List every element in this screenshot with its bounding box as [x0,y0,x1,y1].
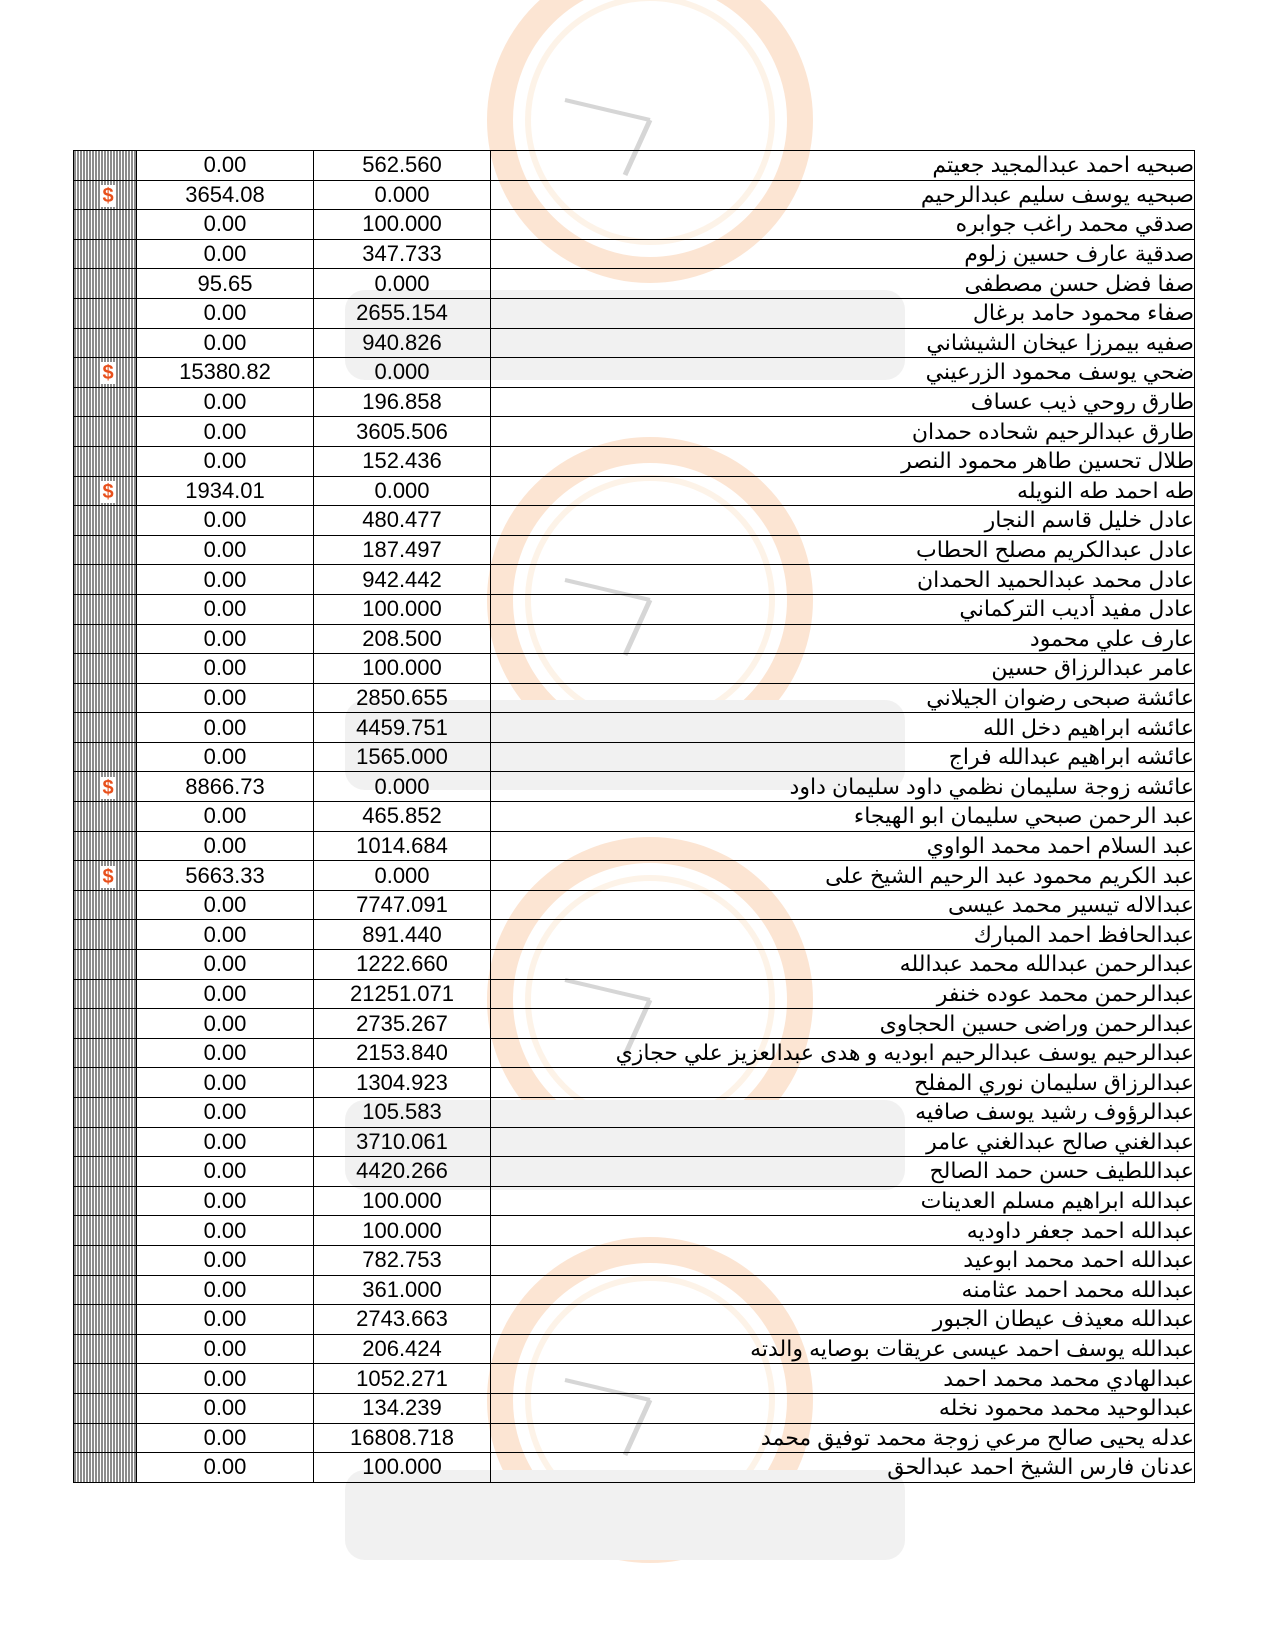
amount-cell: 0.000 [314,476,491,506]
row-marker [74,387,137,417]
row-marker [74,358,137,388]
name-cell: عادل عبدالكريم مصلح الحطاب [491,535,1195,565]
balance-cell: 0.00 [137,1305,314,1335]
table-row [74,713,1195,743]
name-cell: طارق عبدالرحيم شحاده حمدان [491,417,1195,447]
balance-cell: 0.00 [137,535,314,565]
balance-cell: 0.00 [137,950,314,980]
amount-cell: 187.497 [314,535,491,565]
row-marker [74,920,137,950]
row-marker [74,1275,137,1305]
table-row [74,624,1195,654]
row-marker [74,1038,137,1068]
amount-cell: 0.000 [314,180,491,210]
amount-cell: 2735.267 [314,1009,491,1039]
amount-cell: 0.000 [314,269,491,299]
balance-cell: 0.00 [137,1009,314,1039]
amount-cell: 100.000 [314,1216,491,1246]
table-row [74,654,1195,684]
balance-cell: 0.00 [137,742,314,772]
name-cell: عارف علي محمود [491,624,1195,654]
table-row [74,328,1195,358]
name-cell: عبدالرؤوف رشيد يوسف صافيه [491,1098,1195,1128]
amount-cell: 1304.923 [314,1068,491,1098]
amount-cell: 3605.506 [314,417,491,447]
row-marker [74,594,137,624]
amount-cell: 100.000 [314,654,491,684]
balance-cell: 8866.73 [137,772,314,802]
amount-cell: 100.000 [314,210,491,240]
balance-cell: 0.00 [137,890,314,920]
name-cell: عدنان فارس الشيخ احمد عبدالحق [491,1453,1195,1483]
name-cell: طه احمد طه النويله [491,476,1195,506]
name-cell: عامر عبدالرزاق حسين [491,654,1195,684]
balance-cell: 0.00 [137,979,314,1009]
table-row [74,1009,1195,1039]
table-row [74,1216,1195,1246]
balance-cell: 0.00 [137,1245,314,1275]
name-cell: عبدالغني صالح عبدالغني عامر [491,1127,1195,1157]
amount-cell: 0.000 [314,861,491,891]
name-cell: عبدالله معيذف عيطان الجبور [491,1305,1195,1335]
table-row [74,979,1195,1009]
row-marker [74,624,137,654]
amount-cell: 100.000 [314,1186,491,1216]
table-row [74,802,1195,832]
balance-cell: 0.00 [137,654,314,684]
amount-cell: 480.477 [314,506,491,536]
balance-cell: 0.00 [137,1364,314,1394]
dollar-flag-icon: $ [102,184,114,207]
balance-cell: 0.00 [137,594,314,624]
name-cell: عادل خليل قاسم النجار [491,506,1195,536]
name-cell: عادل مفيد أديب التركماني [491,594,1195,624]
table-row [74,742,1195,772]
row-marker [74,298,137,328]
amount-cell: 2850.655 [314,683,491,713]
balance-cell: 0.00 [137,1393,314,1423]
row-marker [74,151,137,181]
amount-cell: 940.826 [314,328,491,358]
name-cell: عبدالرحمن وراضى حسين الحجاوى [491,1009,1195,1039]
balance-cell: 0.00 [137,1157,314,1187]
row-marker [74,1127,137,1157]
table-row [74,1423,1195,1453]
table-row [74,1127,1195,1157]
row-marker [74,831,137,861]
table-row [74,298,1195,328]
balance-cell: 0.00 [137,446,314,476]
amount-cell: 1565.000 [314,742,491,772]
balance-cell: 0.00 [137,831,314,861]
balance-cell: 5663.33 [137,861,314,891]
balance-cell: 0.00 [137,565,314,595]
name-cell: عائشة صبحى رضوان الجيلاني [491,683,1195,713]
name-cell: عبد السلام احمد محمد الواوي [491,831,1195,861]
table-row [74,683,1195,713]
dollar-flag-icon: $ [102,776,114,799]
balance-cell: 3654.08 [137,180,314,210]
name-cell: طارق روحي ذيب عساف [491,387,1195,417]
table-row [74,1098,1195,1128]
balance-cell: 1934.01 [137,476,314,506]
balance-cell: 0.00 [137,506,314,536]
amount-cell: 134.239 [314,1393,491,1423]
dollar-flag-icon: $ [102,362,114,385]
table-row [74,1393,1195,1423]
name-cell: عائشه ابراهيم عبدالله فراج [491,742,1195,772]
balance-cell: 0.00 [137,1275,314,1305]
name-cell: صفاء محمود حامد برغال [491,298,1195,328]
table-row [74,831,1195,861]
table-row [74,210,1195,240]
name-cell: صفيه بيمرزا عيخان الشيشاني [491,328,1195,358]
amount-cell: 7747.091 [314,890,491,920]
amount-cell: 4420.266 [314,1157,491,1187]
amount-cell: 2153.840 [314,1038,491,1068]
balance-cell: 0.00 [137,802,314,832]
balance-cell: 0.00 [137,1038,314,1068]
balance-cell: 0.00 [137,298,314,328]
dollar-flag-icon: $ [102,480,114,503]
amount-cell: 1222.660 [314,950,491,980]
row-marker [74,742,137,772]
row-marker [74,476,137,506]
balance-cell: 0.00 [137,1186,314,1216]
amount-cell: 0.000 [314,358,491,388]
row-marker [74,861,137,891]
row-marker [74,1305,137,1335]
table-row [74,180,1195,210]
amount-cell: 196.858 [314,387,491,417]
name-cell: عبد الكريم محمود عبد الرحيم الشيخ على [491,861,1195,891]
amount-cell: 2655.154 [314,298,491,328]
amount-cell: 105.583 [314,1098,491,1128]
row-marker [74,1157,137,1187]
name-cell: عبدالله احمد محمد ابوعيد [491,1245,1195,1275]
row-marker [74,1364,137,1394]
amount-cell: 465.852 [314,802,491,832]
balance-cell: 0.00 [137,417,314,447]
name-cell: عبدالرزاق سليمان نوري المفلح [491,1068,1195,1098]
table-row [74,1068,1195,1098]
row-marker [74,180,137,210]
name-cell: عبدالحافظ احمد المبارك [491,920,1195,950]
dollar-flag-icon: $ [102,865,114,888]
table-row [74,950,1195,980]
payments-table [73,150,1195,1483]
name-cell: عبدالله محمد احمد عثامنه [491,1275,1195,1305]
balance-cell: 0.00 [137,920,314,950]
table-row [74,1305,1195,1335]
name-cell: صدقية عارف حسين زلوم [491,239,1195,269]
name-cell: عادل محمد عبدالحميد الحمدان [491,565,1195,595]
row-marker [74,772,137,802]
row-marker [74,979,137,1009]
name-cell: عبدالرحمن عبدالله محمد عبدالله [491,950,1195,980]
balance-cell: 0.00 [137,1127,314,1157]
row-marker [74,1423,137,1453]
balance-cell: 0.00 [137,387,314,417]
name-cell: عبدالاله تيسير محمد عيسى [491,890,1195,920]
amount-cell: 562.560 [314,151,491,181]
row-marker [74,713,137,743]
row-marker [74,506,137,536]
name-cell: عبدالله احمد جعفر داوديه [491,1216,1195,1246]
amount-cell: 3710.061 [314,1127,491,1157]
name-cell: عبدالله ابراهيم مسلم العدينات [491,1186,1195,1216]
balance-cell: 0.00 [137,328,314,358]
row-marker [74,210,137,240]
name-cell: صدقي محمد راغب جوابره [491,210,1195,240]
table-row [74,1364,1195,1394]
table-row [74,535,1195,565]
name-cell: عائشه ابراهيم دخل الله [491,713,1195,743]
row-marker [74,1068,137,1098]
balance-cell: 0.00 [137,624,314,654]
table-row [74,594,1195,624]
row-marker [74,535,137,565]
amount-cell: 4459.751 [314,713,491,743]
table-row [74,1038,1195,1068]
table-row [74,417,1195,447]
balance-cell: 0.00 [137,1098,314,1128]
balance-cell: 0.00 [137,210,314,240]
amount-cell: 21251.071 [314,979,491,1009]
balance-cell: 0.00 [137,1068,314,1098]
amount-cell: 361.000 [314,1275,491,1305]
name-cell: عبدالرحيم يوسف عبدالرحيم ابوديه و هدى عبدالعزيز علي حجازي [491,1038,1195,1068]
balance-cell: 95.65 [137,269,314,299]
table-row [74,506,1195,536]
amount-cell: 100.000 [314,594,491,624]
amount-cell: 782.753 [314,1245,491,1275]
amount-cell: 891.440 [314,920,491,950]
balance-cell: 15380.82 [137,358,314,388]
row-marker [74,802,137,832]
table-row [74,890,1195,920]
name-cell: عبدالوحيد محمد محمود نخله [491,1393,1195,1423]
amount-cell: 206.424 [314,1334,491,1364]
row-marker [74,683,137,713]
table-row [74,1245,1195,1275]
table-row [74,358,1195,388]
row-marker [74,417,137,447]
row-marker [74,328,137,358]
amount-cell: 942.442 [314,565,491,595]
balance-cell: 0.00 [137,1453,314,1483]
name-cell: عبدالرحمن محمد عوده خنفر [491,979,1195,1009]
balance-cell: 0.00 [137,1216,314,1246]
name-cell: ضحي يوسف محمود الزرعيني [491,358,1195,388]
name-cell: طلال تحسين طاهر محمود النصر [491,446,1195,476]
name-cell: صفا فضل حسن مصطفى [491,269,1195,299]
table-row [74,239,1195,269]
balance-cell: 0.00 [137,713,314,743]
amount-cell: 347.733 [314,239,491,269]
balance-cell: 0.00 [137,239,314,269]
table-row [74,1453,1195,1483]
table-row [74,565,1195,595]
amount-cell: 16808.718 [314,1423,491,1453]
table-row [74,1334,1195,1364]
row-marker [74,269,137,299]
amount-cell: 2743.663 [314,1305,491,1335]
table-row [74,387,1195,417]
row-marker [74,565,137,595]
name-cell: عبداللطيف حسن حمد الصالح [491,1157,1195,1187]
row-marker [74,1245,137,1275]
balance-cell: 0.00 [137,683,314,713]
balance-cell: 0.00 [137,151,314,181]
table-row [74,920,1195,950]
table-row [74,1186,1195,1216]
row-marker [74,890,137,920]
name-cell: عبدالهادي محمد محمد احمد [491,1364,1195,1394]
name-cell: عائشه زوجة سليمان نظمي داود سليمان داود [491,772,1195,802]
name-cell: عدله يحيى صالح مرعي زوجة محمد توفيق محمد [491,1423,1195,1453]
row-marker [74,654,137,684]
table-row [74,446,1195,476]
row-marker [74,1216,137,1246]
row-marker [74,239,137,269]
row-marker [74,1393,137,1423]
amount-cell: 0.000 [314,772,491,802]
amount-cell: 1052.271 [314,1364,491,1394]
amount-cell: 208.500 [314,624,491,654]
row-marker [74,1334,137,1364]
amount-cell: 100.000 [314,1453,491,1483]
name-cell: عبدالله يوسف احمد عيسى عريقات بوصايه والدته [491,1334,1195,1364]
row-marker [74,1098,137,1128]
name-cell: صبحيه يوسف سليم عبدالرحيم [491,180,1195,210]
amount-cell: 1014.684 [314,831,491,861]
table-row [74,1157,1195,1187]
amount-cell: 152.436 [314,446,491,476]
name-cell: عبد الرحمن صبحي سليمان ابو الهيجاء [491,802,1195,832]
row-marker [74,446,137,476]
table-row [74,1275,1195,1305]
table-row [74,151,1195,181]
row-marker [74,1453,137,1483]
table-row [74,861,1195,891]
table-row [74,269,1195,299]
balance-cell: 0.00 [137,1423,314,1453]
row-marker [74,950,137,980]
table-row [74,476,1195,506]
table-row [74,772,1195,802]
row-marker [74,1186,137,1216]
name-cell: صبحيه احمد عبدالمجيد جعيتم [491,151,1195,181]
balance-cell: 0.00 [137,1334,314,1364]
row-marker [74,1009,137,1039]
